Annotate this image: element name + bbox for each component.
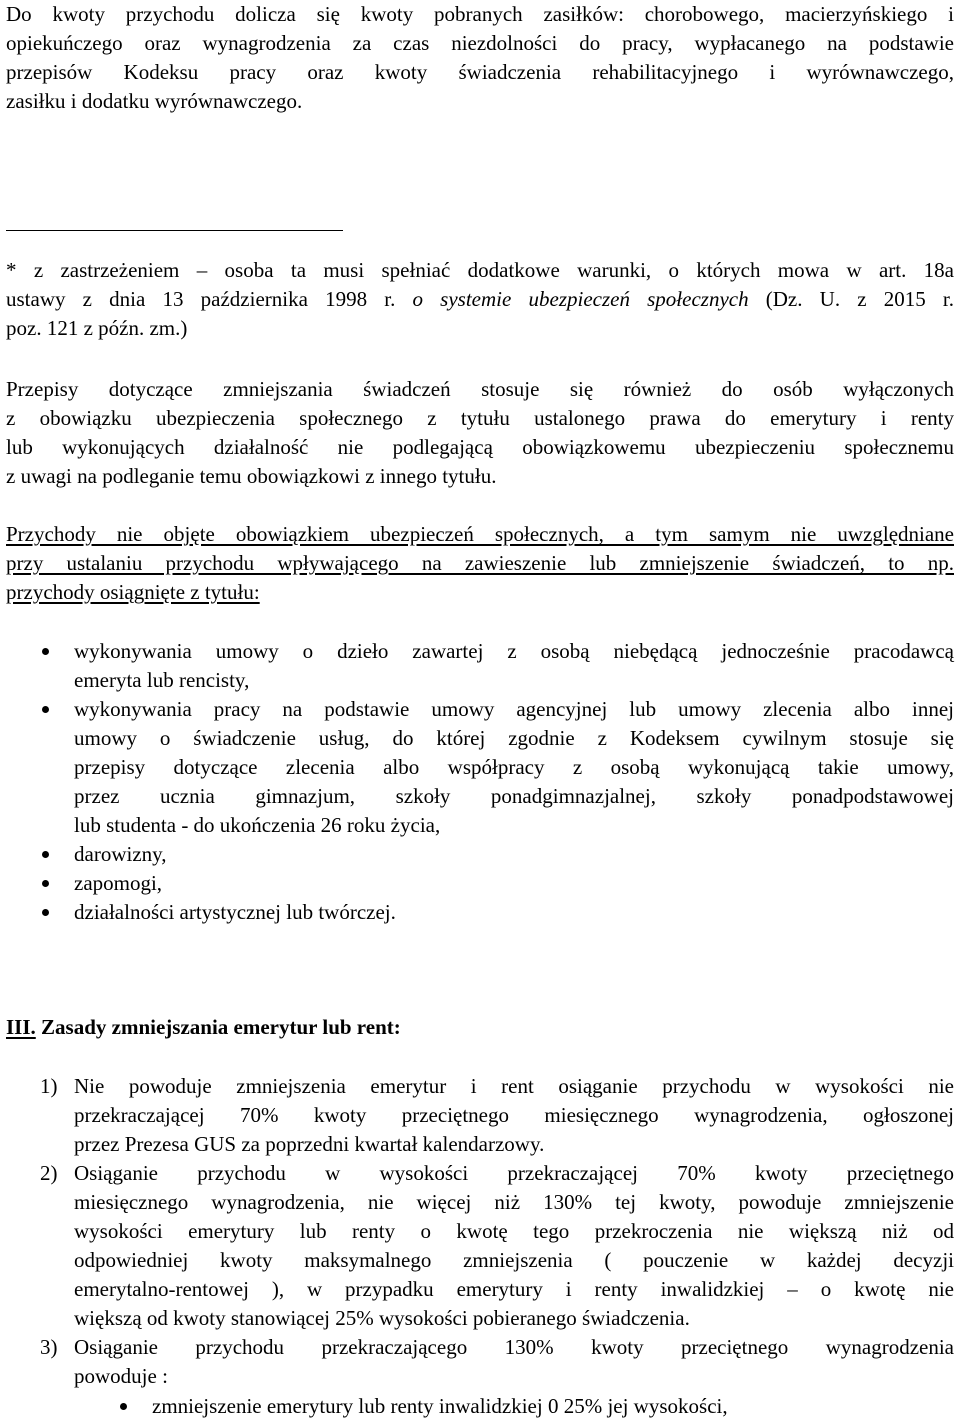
rule-line: odpowiedniej kwoty maksymalnego zmniejszenia ( pouczenie w każdej decyzji <box>74 1248 954 1272</box>
bullet-icon <box>42 851 49 858</box>
text-line: z uwagi na podleganie temu obowiązkowi z innego tytułu. <box>6 464 497 488</box>
rule-number: 2) <box>40 1161 58 1185</box>
rules-list <box>0 1072 960 1391</box>
underlined-text: przychody osiągnięte z tytułu: <box>6 580 260 604</box>
rule-line: Osiąganie przychodu przekraczającego 130% kwoty przeciętnego wynagrodzenia <box>74 1335 954 1359</box>
rule-line: emerytalno-rentowej ), w przypadku emerytury i renty inwalidzkiej – o kwotę nie <box>74 1277 954 1301</box>
item-line: działalności artystycznej lub twórczej. <box>74 900 396 924</box>
rule-line: Nie powoduje zmniejszenia emerytur i rent osiąganie przychodu w wysokości nie <box>74 1074 954 1098</box>
bullet-icon <box>42 648 49 655</box>
rule-line: przekraczającej 70% kwoty przeciętnego miesięcznego wynagrodzenia, ogłoszonej <box>74 1103 954 1127</box>
text-line: opiekuńczego oraz wynagrodzenia za czas niezdolności do pracy, wypłacanego na podstawie <box>6 31 954 55</box>
item-line: wykonywania pracy na podstawie umowy agencyjnej lub umowy zlecenia albo innej <box>74 697 954 721</box>
intro-paragraph <box>6 0 954 116</box>
rule-line: wysokości emerytury lub renty o kwotę tego przekroczenia nie większą niż od <box>74 1219 954 1243</box>
income-paragraph <box>6 520 954 607</box>
item-line: zmniejszenie emerytury lub renty inwalidzkiej 0 25% jej wysokości, <box>152 1394 728 1418</box>
footnote-text: ustawy z dnia 13 października 1998 r. <box>6 287 413 311</box>
list-item <box>0 840 960 869</box>
list-item <box>0 695 960 840</box>
heading-line <box>6 1013 954 1042</box>
act-title: o systemie ubezpieczeń społecznych <box>412 287 749 311</box>
rule-line: Osiąganie przychodu w wysokości przekraczającej 70% kwoty przeciętnego <box>74 1161 954 1185</box>
exclusion-paragraph <box>6 375 954 491</box>
rule-item <box>0 1333 960 1391</box>
item-line: wykonywania umowy o dzieło zawartej z osobą niebędącą jednocześnie pracodawcą <box>74 639 954 663</box>
item-line: zapomogi, <box>74 871 163 895</box>
rule-line: miesięcznego wynagrodzenia, nie więcej niż 130% tej kwoty, powoduje zmniejszenie <box>74 1190 954 1214</box>
section-title: Zasady zmniejszania emerytur lub rent: <box>35 1015 401 1039</box>
section-number: III. <box>6 1015 36 1039</box>
item-line: emeryta lub rencisty, <box>74 668 250 692</box>
text-line: Do kwoty przychodu dolicza się kwoty pobranych zasiłków: chorobowego, macierzyńskiego i <box>6 2 954 26</box>
footnote-line: poz. 121 z późn. zm.) <box>6 316 188 340</box>
text-line: lub wykonujących działalność nie podlegającą obowiązkowemu ubezpieczeniu społecznemu <box>6 435 954 459</box>
text-line: zasiłku i dodatku wyrównawczego. <box>6 89 303 113</box>
footnote <box>6 256 954 343</box>
footnote-separator <box>6 230 343 231</box>
income-exclusions-list <box>0 637 960 927</box>
item-line: lub studenta - do ukończenia 26 roku życia, <box>74 813 441 837</box>
footnote-text: (Dz. U. z 2015 r. <box>748 287 954 311</box>
text-line: z obowiązku ubezpieczenia społecznego z tytułu ustalonego prawa do emerytury i renty <box>6 406 954 430</box>
bullet-icon <box>120 1403 127 1410</box>
text-line <box>6 578 954 607</box>
item-line: przez uczniа gimnazjum, szkoły ponadgimnazjalnej, szkoły ponadpodstawowej <box>74 784 954 808</box>
list-item <box>0 637 960 695</box>
text-line: przy ustalaniu przychodu wpływającego na zawieszenie lub zmniejszenie świadczeń, to np. <box>6 551 954 575</box>
rule-item <box>0 1072 960 1159</box>
text-line: Przychody nie objęte obowiązkiem ubezpieczeń społecznych, a tym samym nie uwzględniane <box>6 522 954 546</box>
rule-item <box>0 1159 960 1333</box>
bullet-icon <box>42 909 49 916</box>
text-line: przepisów Kodeksu pracy oraz kwoty świadczenia rehabilitacyjnego i wyrównawczego, <box>6 60 954 84</box>
item-line: darowizny, <box>74 842 167 866</box>
item-line: umowy o świadczenie usług, do której zgodnie z Kodeksem cywilnym stosuje się <box>74 726 954 750</box>
item-line: przepisy dotyczące zlecenia albo współpracy z osobą wykonującą takie umowy, <box>74 755 954 779</box>
text-line: Przepisy dotyczące zmniejszania świadczeń stosuje się również do osób wyłączonych <box>6 377 954 401</box>
rule-line: większą od kwoty stanowiącej 25% wysokości pobieranego świadczenia. <box>74 1306 690 1330</box>
bullet-icon <box>42 880 49 887</box>
rule-number: 1) <box>40 1074 58 1098</box>
list-item <box>0 898 960 927</box>
rule-line: powoduje : <box>74 1364 168 1388</box>
rule-number: 3) <box>40 1335 58 1359</box>
section-heading <box>6 1013 954 1042</box>
rule-line: przez Prezesa GUS za poprzedni kwartał kalendarzowy. <box>74 1132 545 1156</box>
list-item <box>0 869 960 898</box>
bullet-icon <box>42 706 49 713</box>
footnote-line: * z zastrzeżeniem – osoba ta musi spełniać dodatkowe warunki, o których mowa w art. 18a <box>6 258 954 282</box>
footnote-line <box>6 285 954 314</box>
